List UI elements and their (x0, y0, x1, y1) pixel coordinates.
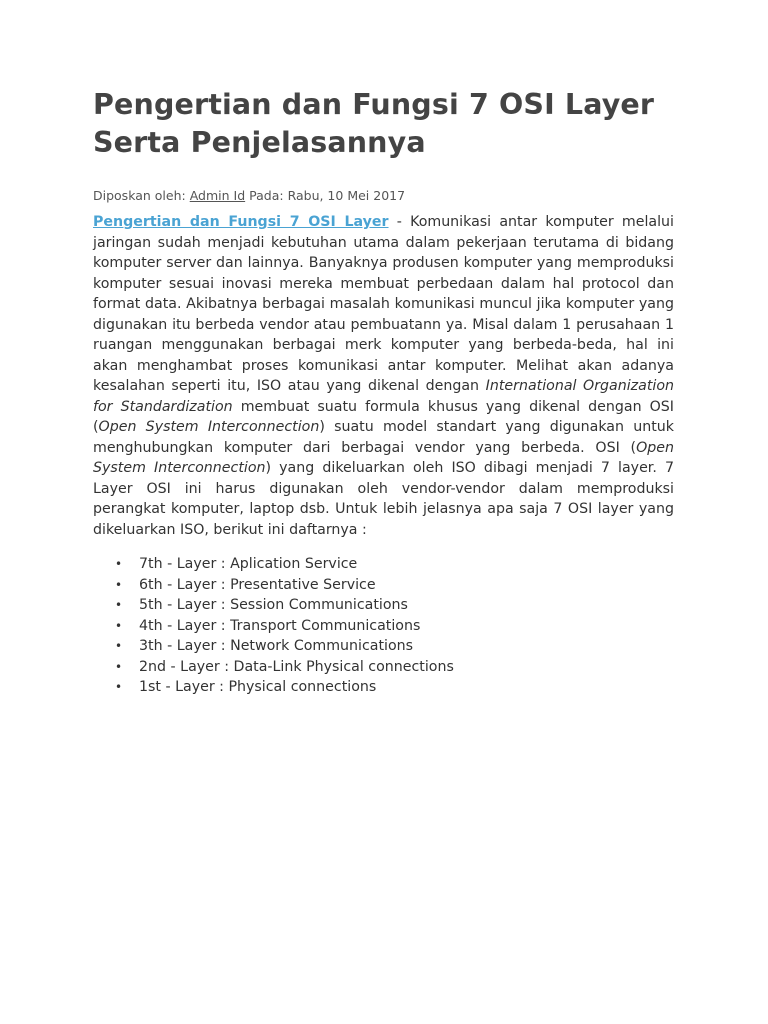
body-text-3: ) suatu model standart yang digunakan untuk menghubungkan komputer dari berbagai vendor yang berbeda. OSI ( (93, 419, 674, 456)
author-link[interactable]: Admin Id (189, 188, 246, 203)
list-item (115, 677, 674, 698)
body-text-1: - Komunikasi antar komputer melalui jaringan sudah menjadi kebutuhan utama dalam pekerjaan terutama di bidang komputer server dan lainnya. Banyaknya produsen komputer yang memproduksi komputer sesuai inovasi mereka membuat perbedaan dalam hal protocol dan format data. Akibatnya berbagai masalah komunikasi muncul jika komputer yang digunakan itu berbeda vendor atau pembuatann ya. Misal dalam 1 perusahaan 1 ruangan menggunakan berbagai merk komputer yang berbeda-beda, hal ini akan menghambat proses komunikasi antar komputer. Melihat akan adanya kesalahan seperti itu, ISO atau yang dikenal dengan (93, 214, 674, 394)
list-item-label: 7th - Layer : Aplication Service (139, 556, 358, 573)
posted-by-label: Diposkan oleh: (93, 188, 186, 203)
date-label: Pada: (249, 188, 284, 203)
list-item (115, 657, 674, 678)
list-item-label: 2nd - Layer : Data-Link Physical connections (139, 658, 454, 675)
list-item (115, 636, 674, 657)
article-title-link[interactable]: Pengertian dan Fungsi 7 OSI Layer (93, 214, 389, 230)
list-item (115, 616, 674, 637)
article-body (93, 212, 674, 540)
list-item-label: 3th - Layer : Network Communications (139, 638, 414, 655)
iso-name: International Organization for Standardization (93, 378, 675, 415)
list-item-label: 5th - Layer : Session Communications (139, 597, 408, 614)
post-meta (93, 188, 674, 204)
list-item (115, 595, 674, 616)
body-text-4: ) yang dikeluarkan oleh ISO dibagi menjadi 7 layer. 7 Layer OSI ini harus digunakan oleh vendor-vendor dalam memproduksi perangkat komputer, laptop dsb. Untuk lebih jelasnya apa saja 7 OSI layer yang dikeluarkan ISO, berikut ini daftarnya : (93, 460, 674, 538)
osi-name: Open System Interconnection (98, 419, 320, 435)
osi-name: Open System Interconnection (93, 439, 674, 476)
list-item-label: 6th - Layer : Presentative Service (139, 576, 376, 593)
article-title: Pengertian dan Fungsi 7 OSI Layer Serta Penjelasannya (93, 88, 655, 159)
bullet-icon: • (115, 659, 123, 674)
bullet-icon: • (115, 639, 123, 654)
list-item (115, 575, 674, 596)
list-item (115, 554, 674, 575)
bullet-icon: • (115, 598, 123, 613)
post-date: Rabu, 10 Mei 2017 (287, 188, 406, 203)
bullet-icon: • (115, 557, 123, 572)
list-item-label: 4th - Layer : Transport Communications (139, 617, 421, 634)
bullet-icon: • (115, 618, 123, 633)
bullet-icon: • (115, 577, 123, 592)
list-item-label: 1st - Layer : Physical connections (139, 679, 377, 696)
body-text-2: membuat suatu formula khusus yang dikenal dengan OSI ( (93, 398, 674, 435)
osi-layer-list (93, 554, 674, 698)
bullet-icon: • (115, 680, 123, 695)
